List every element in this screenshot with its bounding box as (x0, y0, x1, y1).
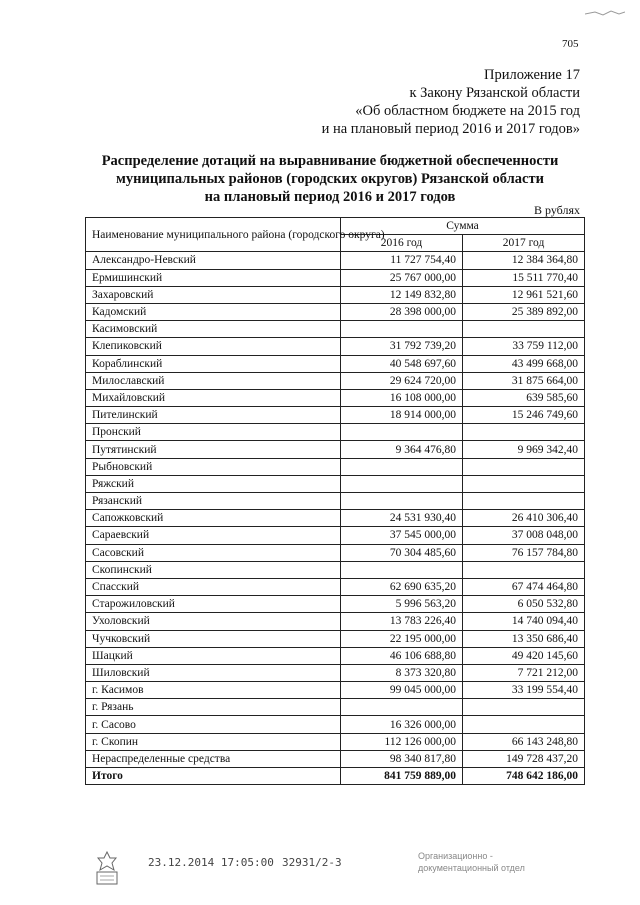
cell-amount-2016: 99 045 000,00 (341, 682, 463, 699)
table-body (86, 252, 585, 785)
table-row (86, 269, 585, 286)
cell-municipality: Пителинский (86, 407, 341, 424)
cell-amount-2016 (341, 699, 463, 716)
cell-municipality: Касимовский (86, 321, 341, 338)
table-row (86, 578, 585, 595)
table-row (86, 303, 585, 320)
cell-amount-2016: 62 690 635,20 (341, 578, 463, 595)
table-row (86, 716, 585, 733)
cell-amount-2017: 15 511 770,40 (463, 269, 585, 286)
table-row (86, 475, 585, 492)
cell-amount-2016: 37 545 000,00 (341, 527, 463, 544)
header-year-2016: 2016 год (341, 235, 463, 252)
cell-municipality: Клепиковский (86, 338, 341, 355)
cell-amount-2017: 13 350 686,40 (463, 630, 585, 647)
cell-municipality: Нераспределенные средства (86, 750, 341, 767)
cell-amount-2016: 70 304 485,60 (341, 544, 463, 561)
table-row (86, 389, 585, 406)
table-row (86, 252, 585, 269)
cell-municipality: Скопинский (86, 561, 341, 578)
table-row (86, 355, 585, 372)
cell-amount-2017: 33 199 554,40 (463, 682, 585, 699)
cell-amount-2016: 5 996 563,20 (341, 596, 463, 613)
cell-amount-2017 (463, 493, 585, 510)
cell-amount-2017 (463, 716, 585, 733)
emblem-icon (92, 850, 122, 893)
stamp-line: Организационно - (418, 851, 493, 861)
cell-municipality: Чучковский (86, 630, 341, 647)
cell-municipality: г. Сасово (86, 716, 341, 733)
cell-municipality: Александро-Невский (86, 252, 341, 269)
cell-municipality: Рязанский (86, 493, 341, 510)
cell-amount-2016: 29 624 720,00 (341, 372, 463, 389)
appendix-reference (322, 66, 580, 138)
cell-amount-2016: 16 326 000,00 (341, 716, 463, 733)
footer-doc-id: 32931/2-3 (282, 856, 342, 869)
cell-amount-2017: 33 759 112,00 (463, 338, 585, 355)
cell-municipality: Шиловский (86, 664, 341, 681)
cell-amount-2016: 22 195 000,00 (341, 630, 463, 647)
table-row (86, 664, 585, 681)
cell-amount-2016: 40 548 697,60 (341, 355, 463, 372)
cell-amount-2017: 7 721 212,00 (463, 664, 585, 681)
cell-amount-2016: 18 914 000,00 (341, 407, 463, 424)
cell-amount-2017 (463, 458, 585, 475)
cell-amount-2016: 8 373 320,80 (341, 664, 463, 681)
cell-amount-2017: 76 157 784,80 (463, 544, 585, 561)
cell-amount-2017: 149 728 437,20 (463, 750, 585, 767)
cell-amount-2017: 26 410 306,40 (463, 510, 585, 527)
table-row (86, 527, 585, 544)
cell-amount-2017 (463, 475, 585, 492)
table-row (86, 321, 585, 338)
title-line: на плановый период 2016 и 2017 годов (204, 189, 456, 205)
cell-municipality: Михайловский (86, 389, 341, 406)
cell-municipality: Пронский (86, 424, 341, 441)
cell-amount-2017 (463, 321, 585, 338)
table-row (86, 682, 585, 699)
cell-amount-2016: 112 126 000,00 (341, 733, 463, 750)
cell-amount-2016: 9 364 476,80 (341, 441, 463, 458)
cell-municipality: Сапожковский (86, 510, 341, 527)
cell-amount-2016 (341, 475, 463, 492)
title-line: муниципальных районов (городских округов) Рязанской области (116, 171, 544, 187)
cell-amount-2017: 15 246 749,60 (463, 407, 585, 424)
table-row (86, 493, 585, 510)
table-row (86, 441, 585, 458)
cell-municipality: Милославский (86, 372, 341, 389)
table-row (86, 596, 585, 613)
cell-amount-2017: 748 642 186,00 (463, 768, 585, 785)
cell-amount-2016: 12 149 832,80 (341, 286, 463, 303)
cell-amount-2017 (463, 699, 585, 716)
cell-municipality: Ухоловский (86, 613, 341, 630)
cell-amount-2017: 49 420 145,60 (463, 647, 585, 664)
table-row (86, 424, 585, 441)
header-year-2017: 2017 год (463, 235, 585, 252)
document-title (70, 152, 590, 206)
cell-amount-2016: 16 108 000,00 (341, 389, 463, 406)
cell-municipality: г. Касимов (86, 682, 341, 699)
cell-amount-2016: 11 727 754,40 (341, 252, 463, 269)
cell-amount-2017: 43 499 668,00 (463, 355, 585, 372)
table-row (86, 647, 585, 664)
appendix-line: и на плановый период 2016 и 2017 годов» (321, 121, 580, 137)
cell-municipality: Кораблинский (86, 355, 341, 372)
cell-amount-2017: 31 875 664,00 (463, 372, 585, 389)
cell-amount-2017 (463, 424, 585, 441)
cell-amount-2016: 46 106 688,80 (341, 647, 463, 664)
cell-amount-2016: 31 792 739,20 (341, 338, 463, 355)
cell-municipality: Сасовский (86, 544, 341, 561)
cell-amount-2016 (341, 561, 463, 578)
table-row (86, 544, 585, 561)
cell-amount-2016: 13 783 226,40 (341, 613, 463, 630)
cell-amount-2017: 12 384 364,80 (463, 252, 585, 269)
table-row (86, 699, 585, 716)
cell-municipality: Старожиловский (86, 596, 341, 613)
cell-amount-2016: 98 340 817,80 (341, 750, 463, 767)
cell-amount-2016 (341, 321, 463, 338)
cell-amount-2016: 28 398 000,00 (341, 303, 463, 320)
header-municipality: Наименование муниципального района (городского округа) (86, 218, 341, 252)
table-row (86, 286, 585, 303)
cell-municipality: Сараевский (86, 527, 341, 544)
total-row (86, 768, 585, 785)
cell-municipality: Ермишинский (86, 269, 341, 286)
page-number: 705 (562, 38, 579, 50)
scan-mark (585, 6, 625, 24)
footer-datetime: 23.12.2014 17:05:00 (148, 856, 274, 869)
stamp-line: документационный отдел (418, 863, 525, 873)
cell-municipality: Ряжский (86, 475, 341, 492)
department-stamp (418, 850, 525, 874)
cell-municipality: Шацкий (86, 647, 341, 664)
cell-amount-2016 (341, 458, 463, 475)
subsidy-table (85, 217, 585, 785)
appendix-line: «Об областном бюджете на 2015 год (355, 103, 580, 119)
header-sum: Сумма (341, 218, 585, 235)
cell-amount-2016: 24 531 930,40 (341, 510, 463, 527)
cell-amount-2017: 67 474 464,80 (463, 578, 585, 595)
appendix-line: Приложение 17 (484, 67, 580, 83)
table-row (86, 338, 585, 355)
cell-amount-2016 (341, 424, 463, 441)
table-row (86, 613, 585, 630)
cell-amount-2017: 25 389 892,00 (463, 303, 585, 320)
cell-amount-2016 (341, 493, 463, 510)
cell-amount-2017: 37 008 048,00 (463, 527, 585, 544)
cell-amount-2017 (463, 561, 585, 578)
table-row (86, 372, 585, 389)
cell-amount-2017: 639 585,60 (463, 389, 585, 406)
table-row (86, 733, 585, 750)
title-line: Распределение дотаций на выравнивание бюджетной обеспеченности (101, 153, 559, 169)
table-row (86, 630, 585, 647)
table-row (86, 510, 585, 527)
cell-amount-2017: 14 740 094,40 (463, 613, 585, 630)
cell-municipality: г. Рязань (86, 699, 341, 716)
cell-amount-2016: 25 767 000,00 (341, 269, 463, 286)
cell-amount-2016: 841 759 889,00 (341, 768, 463, 785)
cell-municipality: Итого (86, 768, 341, 785)
table-row (86, 458, 585, 475)
cell-municipality: г. Скопин (86, 733, 341, 750)
cell-amount-2017: 6 050 532,80 (463, 596, 585, 613)
cell-amount-2017: 9 969 342,40 (463, 441, 585, 458)
cell-municipality: Кадомский (86, 303, 341, 320)
appendix-line: к Закону Рязанской области (409, 85, 580, 101)
cell-municipality: Путятинский (86, 441, 341, 458)
cell-amount-2017: 12 961 521,60 (463, 286, 585, 303)
cell-municipality: Рыбновский (86, 458, 341, 475)
cell-amount-2017: 66 143 248,80 (463, 733, 585, 750)
cell-municipality: Захаровский (86, 286, 341, 303)
cell-municipality: Спасский (86, 578, 341, 595)
table-row (86, 561, 585, 578)
units-label: В рублях (533, 203, 580, 217)
table-row (86, 407, 585, 424)
table-row (86, 750, 585, 767)
